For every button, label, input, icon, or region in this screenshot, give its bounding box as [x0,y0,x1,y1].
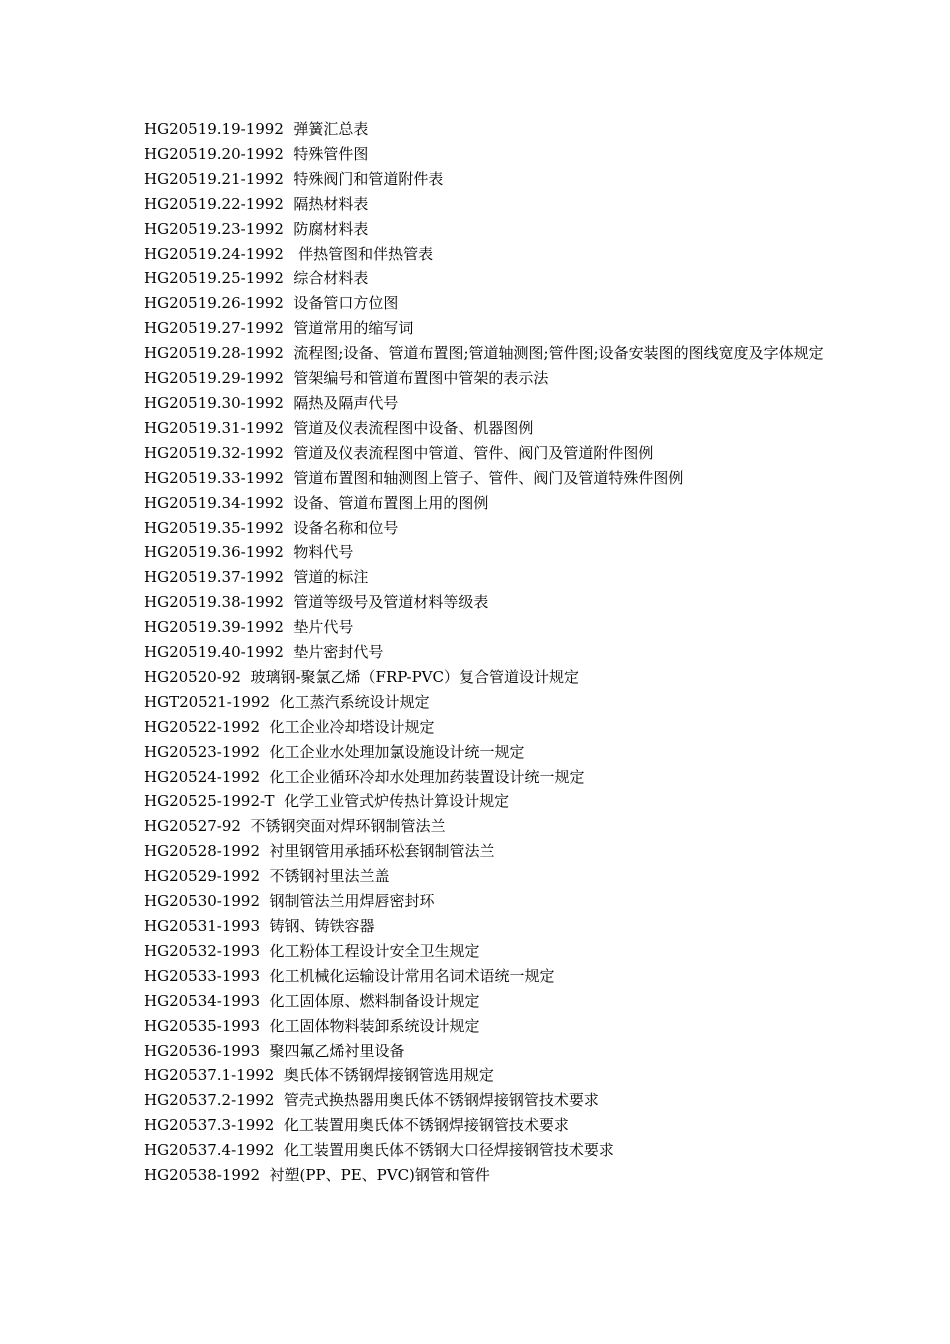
list-item: HG20529-1992 不锈钢衬里法兰盖 [144,867,390,886]
list-item: HG20519.31-1992 管道及仪表流程图中设备、机器图例 [144,418,534,437]
list-item: HG20519.21-1992 特殊阀门和管道附件表 [144,169,444,188]
list-item: HG20519.19-1992 弹簧汇总表 [144,120,369,138]
list-item: HGT20521-1992 化工蒸汽系统设计规定 [144,692,430,711]
list-item: HG20530-1992 钢制管法兰用焊唇密封环 [144,892,435,911]
list-item: HG20528-1992 衬里钢管用承插环松套钢制管法兰 [144,842,495,861]
list-item: HG20524-1992 化工企业循环冷却水处理加药装置设计统一规定 [144,767,585,786]
list-item: HG20534-1993 化工固体原、燃料制备设计规定 [144,991,480,1010]
list-item: HG20523-1992 化工企业水处理加氯设施设计统一规定 [144,742,525,761]
list-item: HG20519.33-1992 管道布置图和轴测图上管子、管件、阀门及管道特殊件图例 [144,468,684,487]
list-item: HG20522-1992 化工企业冷却塔设计规定 [144,717,435,736]
list-item: HG20531-1993 铸钢、铸铁容器 [144,917,375,935]
list-item: HG20532-1993 化工粉体工程设计安全卫生规定 [144,941,480,960]
list-item: HG20527-92 不锈钢突面对焊环钢制管法兰 [144,817,446,836]
list-item: HG20519.25-1992 综合材料表 [144,269,369,288]
list-item: HG20519.30-1992 隔热及隔声代号 [144,393,399,412]
list-item: HG20525-1992-T 化学工业管式炉传热计算设计规定 [144,792,510,811]
list-item: HG20519.35-1992 设备名称和位号 [144,518,399,537]
list-item: HG20519.40-1992 垫片密封代号 [144,643,384,662]
document-page [144,117,824,1188]
list-item: HG20519.32-1992 管道及仪表流程图中管道、管件、阀门及管道附件图例 [144,443,654,462]
list-item: HG20538-1992 衬塑(PP、PE、PVC)钢管和管件 [144,1166,490,1185]
list-item: HG20519.37-1992 管道的标注 [144,568,369,587]
list-item: HG20520-92 玻璃钢-聚氯乙烯（FRP-PVC）复合管道设计规定 [144,667,579,686]
list-item: HG20519.22-1992 隔热材料表 [144,194,369,213]
list-item: HG20519.38-1992 管道等级号及管道材料等级表 [144,593,489,612]
list-item: HG20519.26-1992 设备管口方位图 [144,294,399,313]
list-item: HG20537.4-1992 化工装置用奥氏体不锈钢大口径焊接钢管技术要求 [144,1141,614,1160]
list-item: HG20519.24-1992 伴热管图和伴热管表 [144,244,434,263]
list-item: HG20519.27-1992 管道常用的缩写词 [144,319,414,338]
list-item: HG20519.20-1992 特殊管件图 [144,144,369,163]
list-item: HG20536-1993 聚四氟乙烯衬里设备 [144,1041,405,1060]
list-item: HG20535-1993 化工固体物料装卸系统设计规定 [144,1016,480,1035]
list-item: HG20519.29-1992 管架编号和管道布置图中管架的表示法 [144,369,549,388]
list-item: HG20537.1-1992 奥氏体不锈钢焊接钢管选用规定 [144,1066,494,1085]
list-item: HG20519.36-1992 物料代号 [144,543,354,562]
list-item: HG20533-1993 化工机械化运输设计常用名词术语统一规定 [144,966,555,985]
list-item: HG20519.39-1992 垫片代号 [144,618,354,637]
list-item: HG20519.28-1992 流程图;设备、管道布置图;管道轴测图;管件图;设备安装图的图线宽度及字体规定 [144,344,824,363]
list-item: HG20537.2-1992 管壳式换热器用奥氏体不锈钢焊接钢管技术要求 [144,1091,599,1110]
list-item: HG20519.34-1992 设备、管道布置图上用的图例 [144,493,489,512]
list-item: HG20537.3-1992 化工装置用奥氏体不锈钢焊接钢管技术要求 [144,1116,569,1135]
list-item: HG20519.23-1992 防腐材料表 [144,219,369,238]
